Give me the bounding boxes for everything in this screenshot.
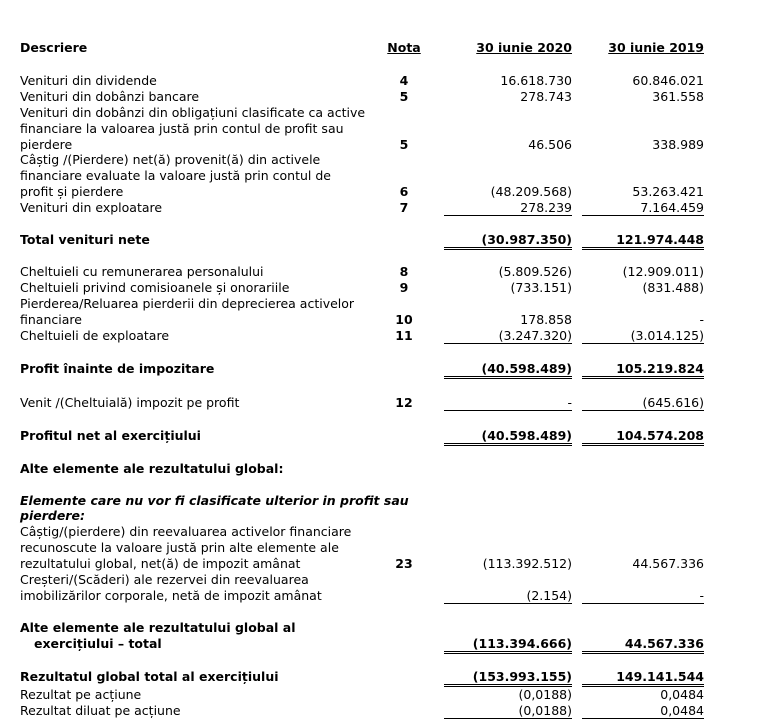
row-value-2020: (40.598.489) [481, 428, 572, 443]
row-value-2020: (113.392.512) [482, 556, 572, 571]
row-value-2020: (733.151) [510, 280, 572, 295]
subtotal-rule [582, 343, 704, 344]
total-double-rule [444, 247, 572, 250]
row-value-2020: 178.858 [520, 312, 572, 327]
row-label-line1: Câștig /(Pierdere) net(ă) provenit(ă) din activele [20, 152, 321, 167]
subtotal-rule [444, 343, 572, 344]
header-2020: 30 iunie 2020 [476, 40, 572, 55]
row-label-line1: Venituri din dobânzi din obligațiuni clasificate ca active [20, 105, 366, 120]
row-label-line1: Câștig/(pierdere) din reevaluarea activelor financiare [20, 524, 352, 539]
row-label-line2: financiare [20, 312, 82, 327]
section-heading: Alte elemente ale rezultatului global: [20, 461, 284, 476]
subsection-heading-line2: pierdere: [20, 508, 85, 523]
row-value-2020: (0,0188) [518, 703, 572, 718]
row-value-2019: 104.574.208 [616, 428, 704, 443]
row-label-line3: rezultatului global, net(ă) de impozit amânat [20, 556, 301, 571]
row-label: Rezultat pe acțiune [20, 687, 142, 702]
row-value-2020: (5.809.526) [498, 264, 572, 279]
row-label: Rezultat diluat pe acțiune [20, 703, 181, 718]
row-label-line1: Pierderea/Reluarea pierderii din deprecierea activelor [20, 296, 355, 311]
row-label-line2: exercițiului – total [34, 636, 162, 651]
row-value-2020: (40.598.489) [481, 361, 572, 376]
row-value-2019: 105.219.824 [616, 361, 704, 376]
row-nota: 8 [399, 264, 409, 279]
subtotal-rule [582, 410, 704, 411]
subtotal-rule [444, 718, 572, 719]
row-value-2019: 361.558 [652, 89, 704, 104]
header-descriere: Descriere [20, 40, 88, 55]
row-value-2019: 149.141.544 [616, 669, 704, 684]
row-value-2020: (30.987.350) [481, 232, 572, 247]
row-value-2020: - [567, 395, 572, 410]
row-value-2019: - [699, 312, 704, 327]
row-label: Venituri din dobânzi bancare [20, 89, 200, 104]
row-label: Cheltuieli de exploatare [20, 328, 170, 343]
row-label: Cheltuieli cu remunerarea personalului [20, 264, 264, 279]
row-value-2020: (153.993.155) [472, 669, 572, 684]
row-nota: 4 [399, 73, 409, 88]
subtotal-rule [444, 215, 572, 216]
row-nota: 9 [399, 280, 409, 295]
row-label: Venit /(Cheltuială) impozit pe profit [20, 395, 240, 410]
row-value-2020: (113.394.666) [472, 636, 572, 651]
row-label-line2: financiare la valoarea justă prin contul de profit sau [20, 121, 344, 136]
header-nota: Nota [387, 40, 421, 55]
subtotal-rule [444, 603, 572, 604]
row-value-2020: (2.154) [526, 588, 572, 603]
total-double-rule [582, 443, 704, 446]
row-nota: 10 [395, 312, 413, 327]
row-value-2020: 278.239 [520, 200, 572, 215]
row-label: Total venituri nete [20, 232, 150, 247]
total-double-rule [444, 443, 572, 446]
row-value-2020: 46.506 [528, 137, 572, 152]
row-value-2019: 7.164.459 [640, 200, 704, 215]
row-nota: 7 [399, 200, 409, 215]
row-nota: 23 [395, 556, 413, 571]
row-label-line3: pierdere [20, 137, 73, 152]
row-label-line1: Alte elemente ale rezultatului global al [20, 620, 296, 635]
row-nota: 12 [395, 395, 413, 410]
total-double-rule [582, 651, 704, 654]
row-nota: 11 [395, 328, 413, 343]
row-value-2019: 53.263.421 [632, 184, 704, 199]
row-value-2019: (831.488) [642, 280, 704, 295]
total-double-rule [582, 247, 704, 250]
row-nota: 5 [399, 137, 409, 152]
row-value-2019: 44.567.336 [624, 636, 704, 651]
row-label: Venituri din dividende [20, 73, 157, 88]
row-value-2019: 60.846.021 [632, 73, 704, 88]
row-label: Venituri din exploatare [20, 200, 163, 215]
row-value-2020: (48.209.568) [490, 184, 572, 199]
row-label: Rezultatul global total al exercițiului [20, 669, 279, 684]
row-label-line2: imobilizărilor corporale, netă de impozit amânat [20, 588, 322, 603]
row-value-2020: 278.743 [520, 89, 572, 104]
subtotal-rule [582, 603, 704, 604]
row-value-2019: 338.989 [652, 137, 704, 152]
total-double-rule [444, 651, 572, 654]
subtotal-rule [582, 215, 704, 216]
row-nota: 5 [399, 89, 409, 104]
row-label: Profitul net al exercițiului [20, 428, 201, 443]
row-value-2019: (645.616) [642, 395, 704, 410]
row-value-2019: 0,0484 [660, 703, 704, 718]
total-double-rule [444, 376, 572, 379]
row-label-line3: profit și pierdere [20, 184, 124, 199]
row-label-line2: recunoscute la valoare justă prin alte elemente ale [20, 540, 339, 555]
header-2019: 30 iunie 2019 [608, 40, 704, 55]
row-value-2020: (3.247.320) [498, 328, 572, 343]
total-double-rule [582, 376, 704, 379]
row-value-2019: (3.014.125) [630, 328, 704, 343]
row-value-2019: 0,0484 [660, 687, 704, 702]
row-value-2019: 44.567.336 [632, 556, 704, 571]
subsection-heading-line1: Elemente care nu vor fi clasificate ulterior in profit sau [20, 493, 409, 508]
row-value-2019: - [699, 588, 704, 603]
row-label: Profit înainte de impozitare [20, 361, 215, 376]
subtotal-rule [582, 718, 704, 719]
row-nota: 6 [399, 184, 409, 199]
row-label: Cheltuieli privind comisioanele și onorariile [20, 280, 290, 295]
subtotal-rule [444, 410, 572, 411]
row-label-line2: financiare evaluate la valoare justă prin contul de [20, 168, 331, 183]
row-value-2019: 121.974.448 [616, 232, 704, 247]
row-value-2019: (12.909.011) [622, 264, 704, 279]
row-label-line1: Creșteri/(Scăderi) ale rezervei din reevaluarea [20, 572, 309, 587]
row-value-2020: (0,0188) [518, 687, 572, 702]
row-value-2020: 16.618.730 [500, 73, 572, 88]
